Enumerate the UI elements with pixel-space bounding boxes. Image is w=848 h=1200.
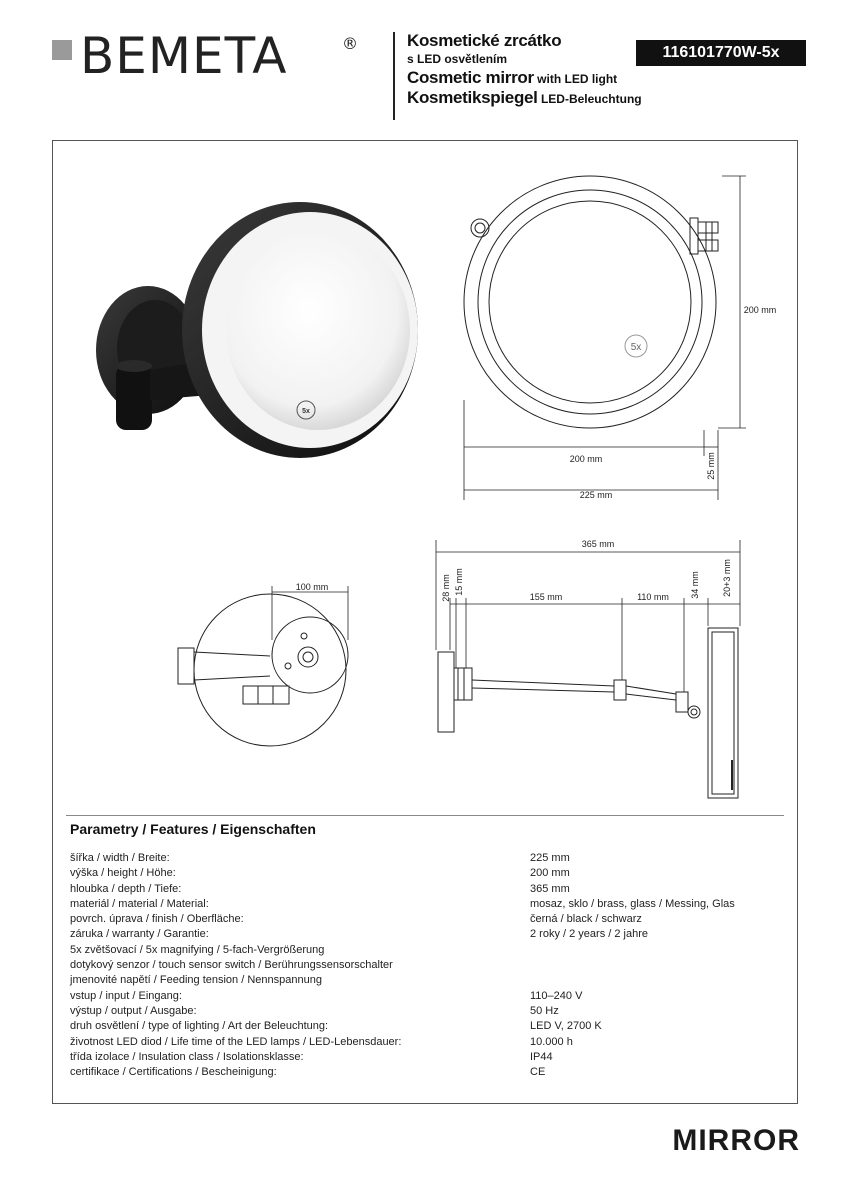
specs-title: Parametry / Features / Eigenschaften (70, 821, 316, 837)
spec-row (70, 1005, 790, 1020)
spec-label: 5x zvětšovací / 5x magnifying / 5-fach-Vergrößerung (70, 943, 325, 956)
dim-front-inner-width: 200 mm (569, 454, 603, 464)
spec-value: IP44 (530, 1050, 553, 1063)
spec-label: životnost LED diod / Life time of the LED lamps / LED-Lebensdauer: (70, 1035, 402, 1048)
dim-side-110: 110 mm (637, 592, 669, 602)
spec-value: 365 mm (530, 882, 570, 895)
side-view (438, 628, 738, 798)
spec-label: výstup / output / Ausgabe: (70, 1004, 197, 1017)
spec-row (70, 1066, 790, 1081)
spec-row (70, 928, 790, 943)
product-code: 116101770W-5x (636, 40, 806, 66)
spec-row (70, 852, 790, 867)
spec-label: záruka / warranty / Garantie: (70, 928, 209, 941)
title-german: Kosmetikspiegel LED-Beleuchtung (407, 88, 642, 107)
spec-value: 200 mm (530, 867, 570, 880)
spec-value: 2 roky / 2 years / 2 jahre (530, 928, 648, 941)
specs-table (70, 852, 790, 1081)
product-render (96, 202, 418, 458)
spec-label: třída izolace / Insulation class / Isolationsklasse: (70, 1050, 304, 1063)
spec-label: jmenovité napětí / Feeding tension / Nennspannung (70, 974, 322, 987)
title-czech: Kosmetické zrcátko (407, 31, 562, 50)
top-view (178, 594, 348, 746)
spec-row (70, 1020, 790, 1035)
spec-value: 110–240 V (530, 989, 583, 1002)
spec-value: mosaz, sklo / brass, glass / Messing, Glas (530, 897, 735, 910)
dim-side-total: 365 mm (581, 539, 615, 549)
spec-value: černá / black / schwarz (530, 913, 642, 926)
dim-side-20: 20+3 mm (722, 559, 732, 597)
spec-row (70, 1051, 790, 1066)
dim-top-100: 100 mm (295, 582, 329, 592)
category-label: MIRROR (672, 1124, 800, 1157)
spec-row (70, 867, 790, 882)
brand-logo: BEMETA (80, 27, 288, 85)
spec-row (70, 883, 790, 898)
top-dimensions (272, 586, 348, 640)
front-5x-label: 5x (630, 342, 642, 353)
spec-value: CE (530, 1066, 546, 1079)
spec-row (70, 944, 790, 959)
dim-side-15: 15 mm (454, 568, 464, 596)
spec-value: 50 Hz (530, 1004, 559, 1017)
section-divider (66, 815, 784, 816)
render-5x-label: 5x (302, 408, 310, 415)
spec-label: hloubka / depth / Tiefe: (70, 882, 182, 895)
dim-front-depth: 25 mm (706, 452, 716, 480)
spec-row (70, 974, 790, 989)
dim-side-34: 34 mm (690, 571, 700, 599)
title-czech-sub: s LED osvětlením (407, 52, 508, 66)
spec-label: šířka / width / Breite: (70, 852, 170, 864)
spec-label: certifikace / Certifications / Bescheinigung: (70, 1066, 277, 1079)
spec-label: vstup / input / Eingang: (70, 989, 182, 1002)
spec-label: dotykový senzor / touch sensor switch / Berührungssensorschalter (70, 959, 393, 972)
side-dimensions (436, 540, 740, 692)
front-dimensions (464, 176, 746, 500)
spec-label: druh osvětlení / type of lighting / Art der Beleuchtung: (70, 1020, 329, 1033)
spec-value: 225 mm (530, 852, 570, 864)
spec-label: povrch. úprava / finish / Oberfläche: (70, 913, 244, 926)
spec-row (70, 959, 790, 974)
spec-row (70, 1036, 790, 1051)
dim-side-155: 155 mm (529, 592, 563, 602)
spec-value: LED V, 2700 K (530, 1020, 602, 1033)
spec-label: materiál / material / Material: (70, 897, 209, 910)
registered-mark: ® (342, 34, 358, 53)
spec-row (70, 990, 790, 1005)
dim-front-total-width: 225 mm (579, 490, 613, 500)
spec-row (70, 898, 790, 913)
dim-front-height: 200 mm (743, 305, 777, 315)
title-english: Cosmetic mirror with LED light (407, 68, 618, 87)
spec-value: 10.000 h (530, 1035, 573, 1048)
dim-side-28: 28 mm (441, 574, 451, 602)
front-view (464, 176, 718, 428)
spec-label: výška / height / Höhe: (70, 867, 176, 880)
spec-row (70, 913, 790, 928)
